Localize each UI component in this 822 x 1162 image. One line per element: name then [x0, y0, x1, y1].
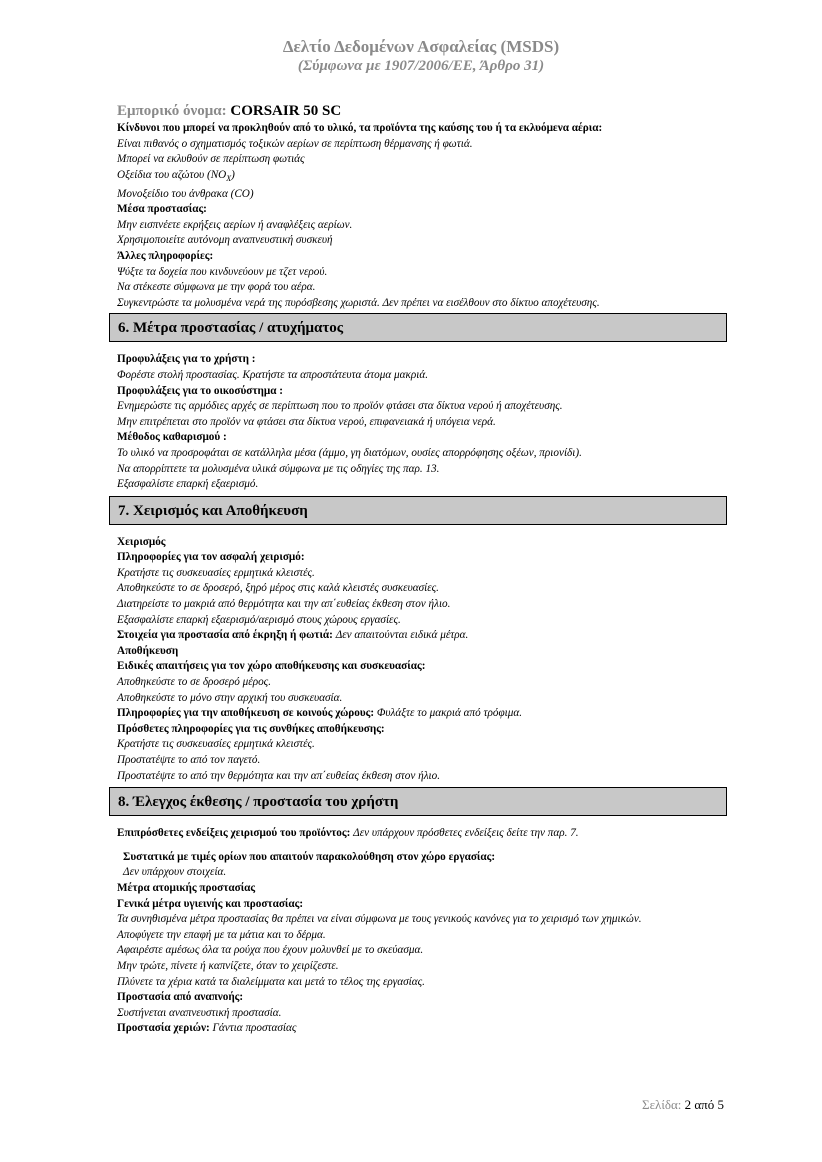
nox-prefix: Οξείδια του αζώτου (NO — [117, 168, 227, 181]
eco-precautions-heading: Προφυλάξεις για το οικοσύστημα : — [117, 384, 283, 397]
document-subtitle: (Σύμφωνα με 1907/2006/ΕΕ, Άρθρο 31) — [297, 58, 545, 74]
cleaning-line: Να απορρίπτετε τα μολυσμένα υλικά σύμφωνα με τις οδηγίες της παρ. 13. — [117, 462, 440, 475]
storage-requirements-line: Αποθηκεύστε το σε δροσερό μέρος. — [117, 676, 272, 689]
hygiene-heading: Γενικά μέτρα υγιεινής και προστασίας: — [117, 897, 304, 910]
storage-requirements-line: Αποθηκεύστε το μόνο στην αρχική του συσκευασία. — [117, 691, 343, 704]
safe-handling-line: Διατηρείστε το μακριά από θερμότητα και την απ΄ευθείας έκθεση στον ήλιο. — [117, 598, 451, 611]
other-info-line: Συγκεντρώστε τα μολυσμένα νερά της πυρόσβεσης χωριστά. Δεν πρέπει να εισέλθουν στο δίκτυο αποχέτευσης. — [117, 296, 600, 309]
hygiene-line: Πλύνετε τα χέρια κατά τα διαλείμματα και μετά το τέλος της εργασίας. — [117, 975, 425, 988]
hygiene-line: Αποφύγετε την επαφή με τα μάτια και το δέρμα. — [117, 928, 326, 941]
handling-heading: Χειρισμός — [117, 535, 166, 548]
additional-handling-label: Επιπρόσθετες ενδείξεις χειρισμού του προϊόντος: — [117, 827, 351, 840]
hygiene-line: Αφαιρέστε αμέσως όλα τα ρούχα που έχουν μολυνθεί με το σκεύασμα. — [117, 944, 424, 957]
additional-handling-line — [117, 826, 729, 842]
storage-conditions-line: Προστατέψτε το από τον παγετό. — [117, 754, 261, 767]
nox-suffix: ) — [231, 168, 235, 181]
trade-name-label: Εμπορικό όνομα: — [117, 103, 227, 119]
page-footer — [642, 1097, 724, 1113]
protection-line: Μην εισπνέετε εκρήξεις αερίων ή αναφλέξεις αερίων. — [117, 218, 353, 231]
cleaning-line: Εξασφαλίστε επαρκή εξαερισμό. — [117, 478, 259, 491]
page-number-label: Σελίδα: — [642, 1097, 682, 1112]
fire-protection-label: Στοιχεία για προστασία από έκρηξη ή φωτιά: — [117, 629, 333, 642]
common-storage-line — [117, 706, 729, 722]
trade-name-value: CORSAIR 50 SC — [230, 103, 342, 119]
exposure-limits-heading: Συστατικά με τιμές ορίων που απαιτούν παρακολούθηση στον χώρο εργασίας: — [123, 850, 496, 863]
nox-subscript: X — [226, 174, 232, 184]
common-storage-value: Φυλάξτε το μακριά από τρόφιμα. — [376, 707, 523, 720]
user-precautions-heading: Προφυλάξεις για το χρήστη : — [117, 353, 256, 366]
hazards-heading: Κίνδυνοι που μπορεί να προκληθούν από το υλικό, τα προϊόντα της καύσης του ή τα εκλυόμενα αέρια: — [117, 122, 603, 134]
storage-conditions-line: Προστατέψτε το από την θερμότητα και την απ΄ευθείας έκθεση στον ήλιο. — [117, 769, 441, 782]
trade-name — [117, 101, 729, 121]
hygiene-line: Τα συνηθισμένα μέτρα προστασίας θα πρέπει να είναι σύμφωνα με τους γενικούς κανόνες για το χειρισμό των χημικών. — [117, 913, 642, 926]
section-6-header: 6. Μέτρα προστασίας / ατυχήματος — [109, 313, 727, 342]
ppe-heading: Μέτρα ατομικής προστασίας — [117, 881, 256, 894]
fire-protection-value: Δεν απαιτούνται ειδικά μέτρα. — [335, 629, 469, 642]
hand-protection-label: Προστασία χεριών: — [117, 1022, 210, 1035]
cleaning-line: Το υλικό να προσροφάται σε κατάλληλα μέσα (άμμο, γη διατόμων, ουσίες απορρόφησης οξέων, πριονίδι). — [117, 446, 582, 459]
other-info-line: Να στέκεστε σύμφωνα με την φορά του αέρα. — [117, 281, 316, 294]
user-precautions-line: Φορέστε στολή προστασίας. Κρατήστε τα απροστάτευτα άτομα μακριά. — [117, 368, 428, 381]
storage-conditions-heading: Πρόσθετες πληροφορίες για τις συνθήκες αποθήκευσης: — [117, 722, 385, 735]
safe-handling-line: Αποθηκεύστε το σε δροσερό, ξηρό μέρος στις καλά κλειστές συσκευασίες. — [117, 582, 439, 595]
hazards-line: Είναι πιθανός ο σχηματισμός τοξικών αερίων σε περίπτωση θέρμανσης ή φωτιά. — [117, 137, 473, 150]
additional-handling-value: Δεν υπάρχουν πρόσθετες ενδείξεις δείτε την παρ. 7. — [353, 827, 579, 840]
eco-precautions-line: Μην επιτρέπεται στο προϊόν να φτάσει στα δίκτυα νερού, επιφανειακά ή υπόγεια νερά. — [117, 415, 496, 428]
hygiene-line: Μην τρώτε, πίνετε ή καπνίζετε, όταν το χειρίζεστε. — [117, 959, 339, 972]
exposure-limits-value: Δεν υπάρχουν στοιχεία. — [123, 866, 227, 879]
section-7-header: 7. Χειρισμός και Αποθήκευση — [109, 496, 727, 525]
cleaning-heading: Μέθοδος καθαρισμού : — [117, 431, 227, 444]
other-info-line: Ψύξτε τα δοχεία που κινδυνεύουν με τζετ νερού. — [117, 265, 328, 278]
respiratory-heading: Προστασία από αναπνοής: — [117, 991, 244, 1004]
hand-protection-line — [117, 1021, 729, 1037]
storage-requirements-heading: Ειδικές απαιτήσεις για τον χώρο αποθήκευσης και συσκευασίας: — [117, 660, 426, 673]
co-line: Μονοξείδιο του άνθρακα (CO) — [117, 187, 254, 200]
storage-heading: Αποθήκευση — [117, 644, 179, 657]
other-info-heading: Άλλες πληροφορίες: — [117, 249, 214, 262]
common-storage-label: Πληροφορίες για την αποθήκευση σε κοινούς χώρους: — [117, 707, 375, 720]
protection-heading: Μέσα προστασίας: — [117, 203, 207, 216]
protection-line: Χρησιμοποιείτε αυτόνομη αναπνευστική συσκευή — [117, 234, 333, 247]
respiratory-value: Συστήνεται αναπνευστική προστασία. — [117, 1006, 282, 1019]
eco-precautions-line: Ενημερώστε τις αρμόδιες αρχές σε περίπτωση που το προϊόν φτάσει στα δίκτυα νερού ή αποχέτευσης. — [117, 400, 563, 413]
hand-protection-value: Γάντια προστασίας — [212, 1022, 297, 1035]
storage-conditions-line: Κρατήστε τις συσκευασίες ερμητικά κλειστές. — [117, 738, 315, 751]
hazards-line: Μπορεί να εκλυθούν σε περίπτωση φωτιάς — [117, 153, 305, 166]
fire-protection-line — [117, 628, 729, 644]
safe-handling-line: Εξασφαλίστε επαρκή εξαερισμό/αερισμό στους χώρους εργασίες. — [117, 613, 401, 626]
section-8-header: 8. Έλεγχος έκθεσης / προστασία του χρήστη — [109, 787, 727, 816]
document-body — [117, 101, 729, 1037]
nox-line — [117, 168, 729, 187]
document-title: Δελτίο Δεδομένων Ασφαλείας (MSDS) — [282, 37, 560, 56]
safe-handling-heading: Πληροφορίες για τον ασφαλή χειρισμό: — [117, 551, 305, 564]
safe-handling-line: Κρατήστε τις συσκευασίες ερμητικά κλειστές. — [117, 566, 315, 579]
page-number-value: 2 από 5 — [684, 1097, 724, 1112]
